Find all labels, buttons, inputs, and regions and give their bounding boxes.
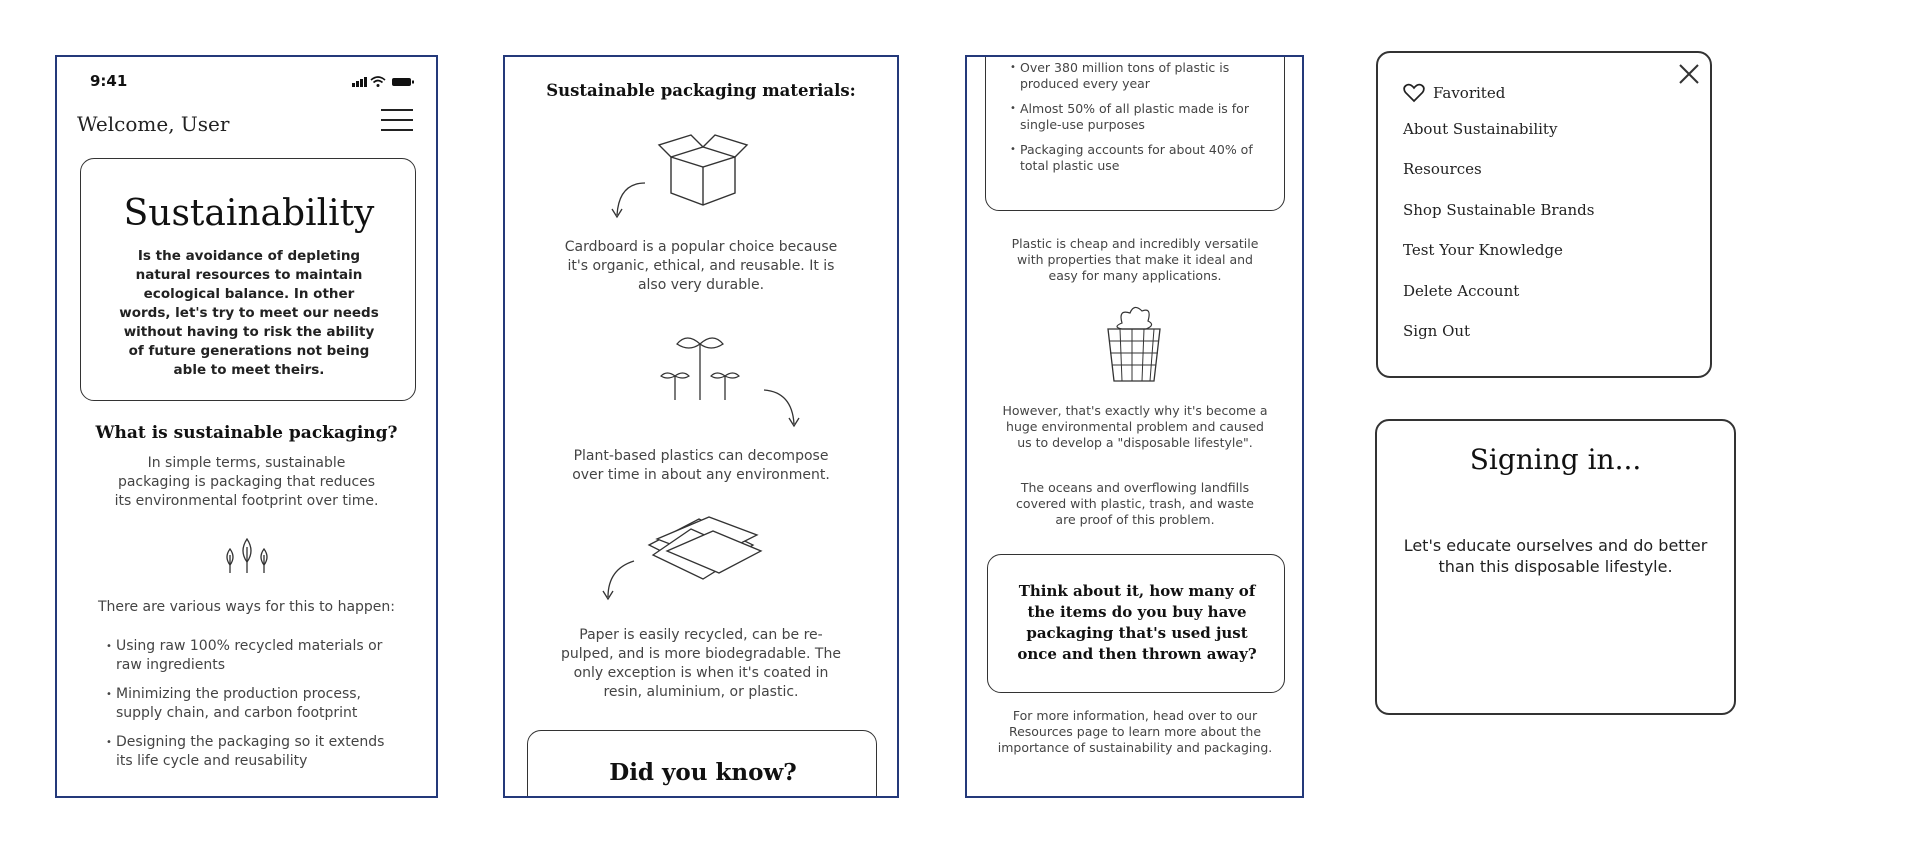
materials-screen bbox=[503, 55, 899, 798]
signing-in-card bbox=[1375, 419, 1736, 715]
favorited-label: Favorited bbox=[1433, 84, 1506, 102]
list-item: • Minimizing the production process, supply chain, and carbon footprint bbox=[106, 685, 396, 723]
curved-arrow-icon bbox=[760, 386, 806, 434]
list-item: • Almost 50% of all plastic made is for single-use purposes bbox=[1010, 101, 1272, 133]
did-you-know-title: Did you know? bbox=[609, 759, 797, 786]
section-title: What is sustainable packaging? bbox=[95, 423, 398, 443]
menu-item-sign-out[interactable]: Sign Out bbox=[1403, 322, 1471, 340]
hero-title: Sustainability bbox=[123, 193, 375, 234]
home-screen bbox=[55, 55, 438, 798]
curved-arrow-icon bbox=[596, 557, 638, 607]
trash-basket-icon bbox=[1102, 303, 1166, 385]
status-time: 9:41 bbox=[90, 72, 128, 90]
ways-list bbox=[106, 637, 396, 771]
trees-icon bbox=[218, 535, 278, 577]
menu-item-delete-account[interactable]: Delete Account bbox=[1403, 282, 1520, 300]
hero-text: Is the avoidance of depleting natural resources to maintain ecological balance. In other words, let's try to meet our needs without having to risk the ability of future generations not being able to meet theirs. bbox=[119, 248, 379, 378]
list-item: • Over 380 million tons of plastic is produced every year bbox=[1010, 60, 1272, 92]
did-you-know-card bbox=[527, 730, 877, 798]
close-icon[interactable] bbox=[1676, 61, 1702, 87]
materials-title: Sustainable packaging materials: bbox=[546, 81, 856, 100]
hamburger-menu-icon[interactable] bbox=[379, 107, 415, 135]
signing-in-text: Let's educate ourselves and do better than this disposable lifestyle. bbox=[1403, 536, 1708, 576]
think-card bbox=[987, 554, 1285, 693]
more-info-text: For more information, head over to our Resources page to learn more about the importance of sustainability and packaging. bbox=[997, 708, 1273, 755]
cardboard-text: Cardboard is a popular choice because it's organic, ethical, and reusable. It is also very durable. bbox=[564, 239, 838, 293]
think-text: Think about it, how many of the items do you buy have packaging that's used just once and then thrown away? bbox=[1017, 582, 1257, 663]
however-text: However, that's exactly why it's become a huge environmental problem and caused us to develop a "disposable lifestyle". bbox=[1002, 403, 1268, 450]
plant-text: Plant-based plastics can decompose over time in about any environment. bbox=[572, 448, 830, 483]
paper-stack-icon bbox=[643, 515, 767, 583]
plastic-text: Plastic is cheap and incredibly versatile with properties that make it ideal and easy for many applications. bbox=[1011, 236, 1259, 283]
plastic-facts-screen bbox=[965, 55, 1304, 798]
facts-card bbox=[985, 55, 1285, 211]
list-item: • Designing the packaging so it extends its life cycle and reusability bbox=[106, 733, 396, 771]
facts-list bbox=[1010, 60, 1272, 174]
menu-item-resources[interactable]: Resources bbox=[1403, 160, 1482, 178]
menu-item-shop-sustainable-brands[interactable]: Shop Sustainable Brands bbox=[1403, 201, 1595, 219]
status-icons bbox=[352, 76, 422, 88]
menu-item-test-your-knowledge[interactable]: Test Your Knowledge bbox=[1403, 241, 1563, 259]
list-item: • Using raw 100% recycled materials or raw ingredients bbox=[106, 637, 396, 675]
sprout-icon bbox=[657, 332, 747, 402]
list-item: • Packaging accounts for about 40% of total plastic use bbox=[1010, 142, 1272, 174]
heart-icon bbox=[1403, 83, 1425, 103]
signing-in-title: Signing in... bbox=[1469, 443, 1642, 476]
curved-arrow-icon bbox=[605, 179, 651, 225]
ways-intro: There are various ways for this to happen: bbox=[97, 599, 396, 615]
paper-text: Paper is easily recycled, can be re-pulped, and is more biodegradable. The only exception is when it's coated in resin, aluminium, or plastic. bbox=[561, 627, 841, 700]
cardboard-box-icon bbox=[655, 129, 751, 209]
menu-item-about-sustainability[interactable]: About Sustainability bbox=[1403, 120, 1558, 138]
navigation-menu bbox=[1376, 51, 1712, 378]
oceans-text: The oceans and overflowing landfills covered with plastic, trash, and waste are proof of this problem. bbox=[1016, 480, 1254, 527]
welcome-text: Welcome, User bbox=[77, 112, 230, 136]
hero-card bbox=[80, 158, 416, 401]
section-text: In simple terms, sustainable packaging is packaging that reduces its environmental footprint over time. bbox=[114, 455, 379, 509]
